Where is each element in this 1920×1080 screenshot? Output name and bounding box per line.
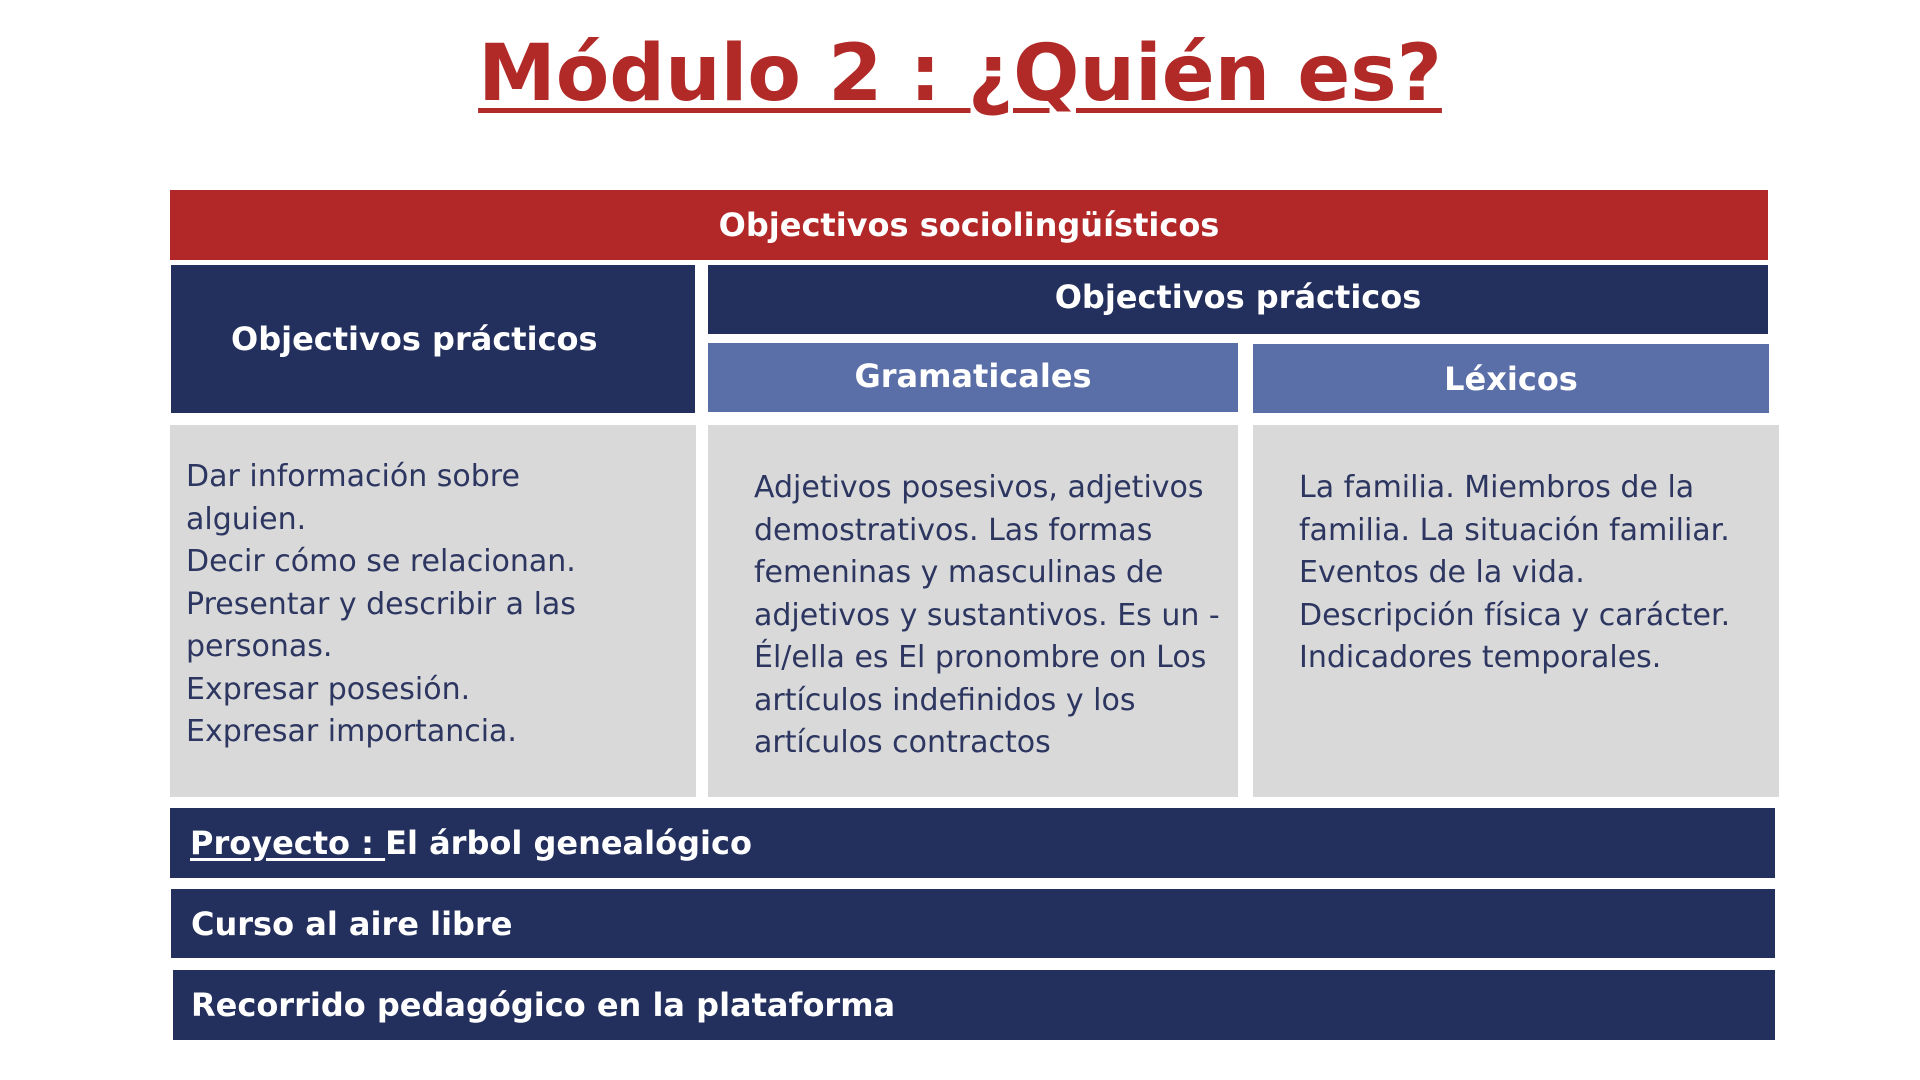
left-practical-header-label: Objectivos prácticos xyxy=(231,320,598,358)
sociolinguistic-header xyxy=(170,190,1768,260)
project-label: Proyecto : xyxy=(190,824,386,862)
page-title-text: Módulo 2 : ¿Quién es? xyxy=(478,29,1442,119)
grammar-subheader-label: Gramaticales xyxy=(854,356,1092,395)
right-practical-header xyxy=(708,265,1768,334)
sociolinguistic-header-label: Objectivos sociolingüísticos xyxy=(718,206,1220,244)
lexical-subheader-label: Léxicos xyxy=(1444,359,1578,398)
project-value: El árbol genealógico xyxy=(385,824,752,862)
right-practical-header-label: Objectivos prácticos xyxy=(1054,277,1422,316)
lexical-subheader xyxy=(1253,344,1769,413)
project-bar xyxy=(170,808,1775,878)
lexical-objectives-text: La familia. Miembros de la familia. La situación familiar. Eventos de la vida. Descripción física y carácter. Indicadores temporales. xyxy=(1299,470,1731,675)
platform-path-bar xyxy=(173,970,1775,1040)
left-practical-header xyxy=(171,265,695,413)
grammar-subheader xyxy=(708,343,1238,412)
outdoor-course-label: Curso al aire libre xyxy=(191,904,513,943)
grammar-objectives-cell xyxy=(708,425,1238,797)
lexical-objectives-cell xyxy=(1253,425,1779,797)
practical-objectives-cell xyxy=(170,425,696,797)
grammar-objectives-text: Adjetivos posesivos, adjetivos demostrativos. Las formas femeninas y masculinas de adjetivos y sustantivos. Es un - Él/ella es El pronombre on Los artículos indefinidos y los artículos contractos xyxy=(754,470,1220,760)
page-title xyxy=(0,29,1920,119)
outdoor-course-bar xyxy=(171,889,1775,958)
practical-objectives-text: Dar información sobre alguien. Decir cómo se relacionan. Presentar y describir a las personas. Expresar posesión. Expresar importancia. xyxy=(186,459,576,749)
platform-path-label: Recorrido pedagógico en la plataforma xyxy=(191,986,896,1024)
